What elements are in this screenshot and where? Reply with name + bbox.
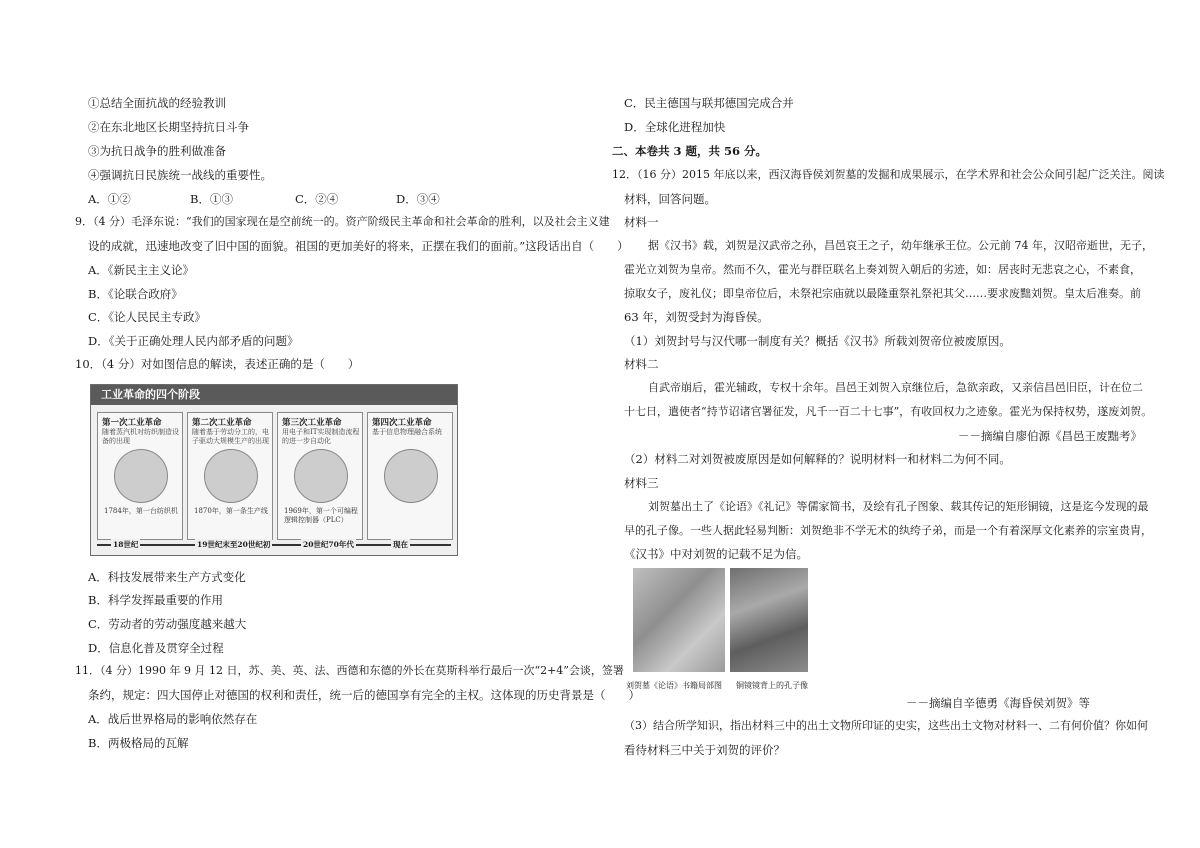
q10-option-a: A．科技发展带来生产方式变化	[88, 570, 246, 584]
q12-stem-line2: 材料，回答问题。	[624, 192, 716, 206]
q8-item-3: ③为抗日战争的胜利做准备	[88, 144, 226, 158]
material-3-line3: 《汉书》中对刘贺的记载不足为信。	[624, 547, 808, 561]
stage-4	[367, 412, 453, 540]
industrial-revolution-figure	[90, 384, 458, 556]
photo-caption-1: 刘贺墓《论语》书籍局部图	[626, 681, 722, 690]
q8-item-2: ②在东北地区长期坚持抗日斗争	[88, 120, 249, 134]
timeline-label-4: 现在	[393, 540, 408, 549]
material-3-line2: 早的孔子像。一些人据此轻易判断：刘贺绝非不学无术的纨绔子弟，而是一个有着深厚文化素养的宗室贵胄，	[624, 524, 1152, 537]
stage-4-title: 第四次工业革命	[372, 418, 432, 428]
q8-item-1: ①总结全面抗战的经验教训	[88, 96, 226, 110]
sub-question-1: （1）刘贺封号与汉代哪一制度有关？概括《汉书》所载刘贺帝位被废原因。	[624, 334, 1011, 348]
stage-2-note: 1870年，第一条生产线	[194, 507, 268, 515]
q9-option-b: B．《论联合政府》	[88, 287, 183, 301]
section-header: 二、本卷共 3 题，共 56 分。	[612, 144, 768, 158]
q10-option-c: C．劳动者的劳动强度越来越大	[88, 617, 247, 631]
sub-question-3-line2: 看待材料三中关于刘贺的评价？	[624, 743, 785, 757]
q11-option-b: B．两极格局的瓦解	[88, 736, 189, 750]
material-1-line4: 63 年，刘贺受封为海昏侯。	[624, 310, 769, 324]
stage-3	[277, 412, 363, 540]
material-2-source: －－摘编自廖伯源《昌邑王废黜考》	[958, 429, 1142, 443]
timeline-label-1: 18世纪	[113, 540, 139, 549]
material-3-source: －－摘编自辛德勇《海昏侯刘贺》等	[906, 696, 1090, 710]
loom-icon	[114, 449, 168, 503]
q11-option-d: D．全球化进程加快	[624, 120, 726, 134]
q11-option-c: C．民主德国与联邦德国完成合并	[624, 96, 794, 110]
cyber-physical-icon	[384, 449, 438, 503]
stage-1-note: 1784年，第一台纺织机	[104, 507, 178, 515]
q8-option-d: D．③④	[396, 192, 440, 206]
q9-option-a: A．《新民主主义论》	[88, 263, 195, 277]
material-2-label: 材料二	[624, 357, 659, 371]
q11-option-a: A．战后世界格局的影响依然存在	[88, 712, 258, 726]
analects-bamboo-slip-photo	[633, 568, 725, 672]
sub-question-2: （2）材料二对刘贺被废原因是如何解释的？说明材料一和材料二为何不同。	[624, 452, 1011, 466]
material-3-label: 材料三	[624, 476, 659, 490]
material-1-line3: 掠取女子，废礼仪；即皇帝位后，未祭祀宗庙就以最隆重祭礼祭祀其父……要求废黜刘贺。皇太后准奏。前	[624, 287, 1141, 300]
stage-2-title: 第二次工业革命	[192, 418, 252, 428]
q10-option-b: B．科学发挥最重要的作用	[88, 593, 223, 607]
q12-stem-line1: 12．（16 分）2015 年底以来，西汉海昏侯刘贺墓的发掘和成果展示，在学术界和社会公众间引起广泛关注。阅读	[612, 168, 1165, 181]
stage-4-desc: 基于信息物理融合系统	[372, 428, 442, 436]
q11-stem-line1: 11．（4 分）1990 年 9 月 12 日，苏、美、英、法、西德和东德的外长在莫斯科举行最后一次“2+4”会谈，签署	[75, 664, 624, 677]
stage-1-title: 第一次工业革命	[102, 418, 162, 428]
stage-3-desc: 用电子和IT实现制造流程的进一步自动化	[282, 428, 360, 445]
stage-2	[187, 412, 273, 540]
q9-option-d: D．《关于正确处理人民内部矛盾的问题》	[88, 334, 299, 348]
q11-stem-line2: 条约，规定：四大国停止对德国的权利和责任，统一后的德国享有完全的主权。这体现的历史背景是（ ）	[88, 688, 640, 702]
stage-3-title: 第三次工业革命	[282, 418, 342, 428]
stage-1	[97, 412, 183, 540]
plc-icon	[294, 449, 348, 503]
q9-stem-line1: 9．（4 分）毛泽东说：“我们的国家现在是空前统一的。资产阶级民主革命和社会革命的胜利，以及社会主义建	[75, 215, 610, 228]
timeline-label-3: 20世纪70年代	[303, 540, 354, 549]
material-3-line1: 刘贺墓出土了《论语》《礼记》等儒家简书，及绘有孔子图象、载其传记的矩形铜镜，这是迄今发现的最	[648, 500, 1149, 513]
q9-stem-line2: 设的成就，迅速地改变了旧中国的面貌。祖国的更加美好的将来，正摆在我们的面前。”这段话出自（ ）	[88, 239, 629, 253]
assembly-line-icon	[204, 449, 258, 503]
material-1-label: 材料一	[624, 215, 659, 229]
material-1-line1: 据《汉书》载，刘贺是汉武帝之孙，昌邑哀王之子，幼年继承王位。公元前 74 年，汉昭帝逝世，无子，	[648, 239, 1153, 252]
stage-3-note: 1969年，第一个可编程逻辑控制器（PLC）	[284, 507, 358, 524]
sub-question-3-line1: （3）结合所学知识，指出材料三中的出土文物所印证的史实，这些出土文物对材料一、二有何价值？你如何	[624, 719, 1148, 732]
q8-option-b: B．①③	[190, 192, 233, 206]
q8-option-c: C．②④	[295, 192, 339, 206]
material-1-line2: 霍光立刘贺为皇帝。然而不久，霍光与群臣联名上奏刘贺入朝后的劣迹，如：居丧时无悲哀之心，不素食，	[624, 263, 1141, 276]
photo-caption-2: 铜镜镜背上的孔子像	[736, 681, 808, 690]
q10-stem: 10．（4 分）对如图信息的解读，表述正确的是（ ）	[75, 357, 360, 371]
material-2-line2: 十七日，遣使者“持节诏诸官署征发，凡千一百二十七事”，有收回权力之迹象。霍光为保持权势，遂废刘贺。	[624, 405, 1153, 418]
q10-option-d: D．信息化普及贯穿全过程	[88, 641, 224, 655]
q9-option-c: C．《论人民民主专政》	[88, 310, 207, 324]
material-2-line1: 自武帝崩后，霍光辅政，专权十余年。昌邑王刘贺入京继位后，急欲亲政，又亲信昌邑旧臣，计在位二	[648, 381, 1143, 394]
stage-2-desc: 随着基于劳动分工的，电子驱动大规模生产的出现	[192, 428, 269, 445]
confucius-mirror-photo	[730, 568, 808, 672]
q8-option-a: A．①②	[88, 192, 131, 206]
figure-title: 工业革命的四个阶段	[91, 385, 457, 405]
timeline-label-2: 19世纪末至20世纪初	[197, 540, 271, 549]
q8-item-4: ④强调抗日民族统一战线的重要性。	[88, 168, 272, 182]
stage-1-desc: 随着蒸汽机对纺织制造设备的出现	[102, 428, 179, 445]
